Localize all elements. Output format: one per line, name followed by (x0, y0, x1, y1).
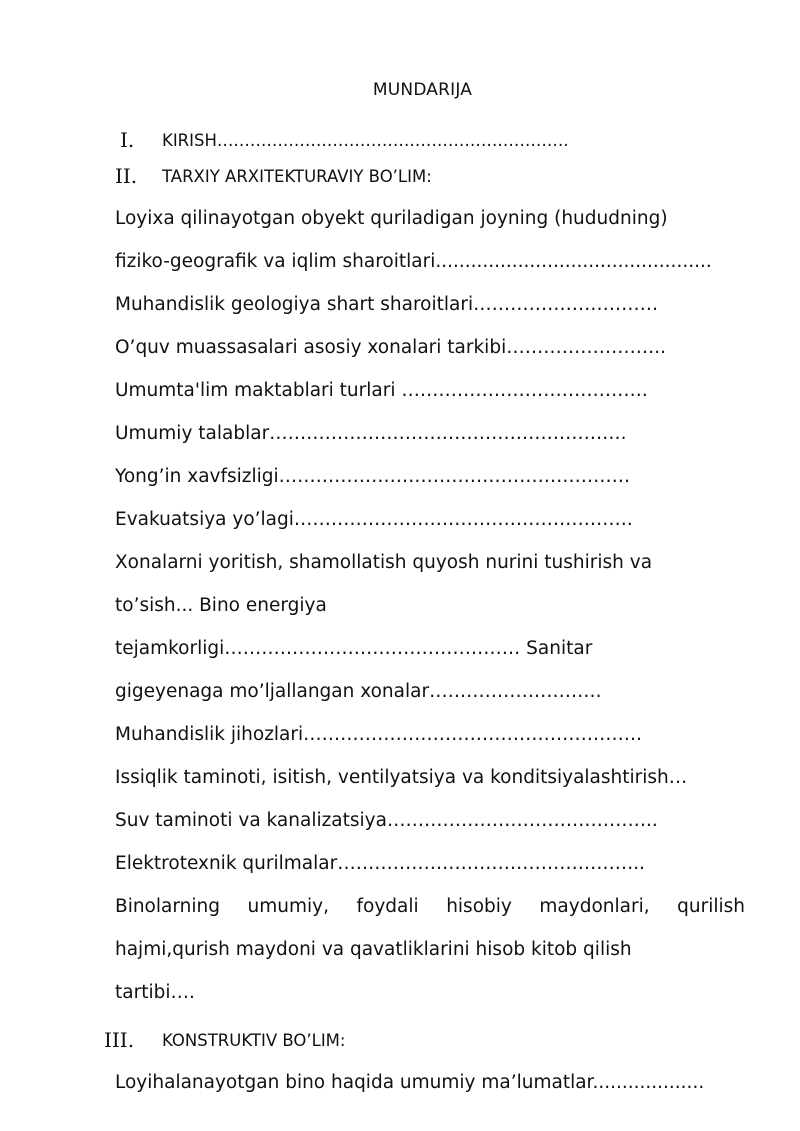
toc-line: Muhandislik jihozlari………………………………………………. (115, 724, 643, 745)
section-label: TARXIY ARXITEKTURAVIY BO’LIM: (162, 167, 432, 186)
toc-line: Elektrotexnik qurilmalar………………………………………….. (115, 853, 645, 874)
section-label: KIRISH………………………………………………………. (162, 131, 569, 150)
toc-line: tejamkorligi………………………………………… Sanitar (115, 638, 593, 659)
toc-line: to’sish... Bino energiya (115, 595, 327, 616)
toc-line: Evakuatsiya yo’lagi………………………………………………. (115, 509, 633, 530)
toc-line: fiziko-geografik va iqlim sharoitlari............................................... (115, 251, 712, 272)
toc-line: Issiqlik taminoti, isitish, ventilyatsiya va konditsiyalashtirish… (115, 767, 688, 788)
toc-line: O’quv muassasalari asosiy xonalari tarkibi…………………….. (115, 337, 666, 358)
section-numeral: II. (115, 164, 138, 188)
toc-line: hajmi,qurish maydoni va qavatliklarini hisob kitob qilish (115, 939, 632, 960)
section-numeral: III. (104, 1028, 135, 1052)
toc-line: Yong’in xavfsizligi………………………………………………… (115, 466, 631, 487)
section-label: KONSTRUKTIV BO’LIM: (162, 1031, 346, 1050)
toc-line: Umumta'lim maktablari turlari …………………………………. (115, 380, 648, 401)
toc-line: Xonalarni yoritish, shamollatish quyosh nurini tushirish va (115, 552, 653, 573)
section-numeral: I. (120, 128, 135, 152)
toc-line: Umumiy talablar…………………………………………………. (115, 423, 627, 444)
toc-line: Loyixa qilinayotgan obyekt quriladigan joyning (hududning) (115, 208, 668, 229)
toc-line: Loyihalanayotgan bino haqida umumiy ma’lumatlar................... (115, 1072, 705, 1093)
page-title: MUNDARIJA (372, 80, 473, 100)
toc-line: gigeyenaga mo’ljallangan xonalar………………………. (115, 681, 602, 702)
toc-line: Muhandislik geologiya shart sharoitlari………………………… (115, 294, 659, 315)
toc-line: Suv taminoti va kanalizatsiya…………………………………….. (115, 810, 658, 831)
toc-line: Binolarning umumiy, foydali hisobiy maydonlari, qurilish (115, 896, 745, 917)
toc-line: tartibi…. (115, 982, 195, 1003)
